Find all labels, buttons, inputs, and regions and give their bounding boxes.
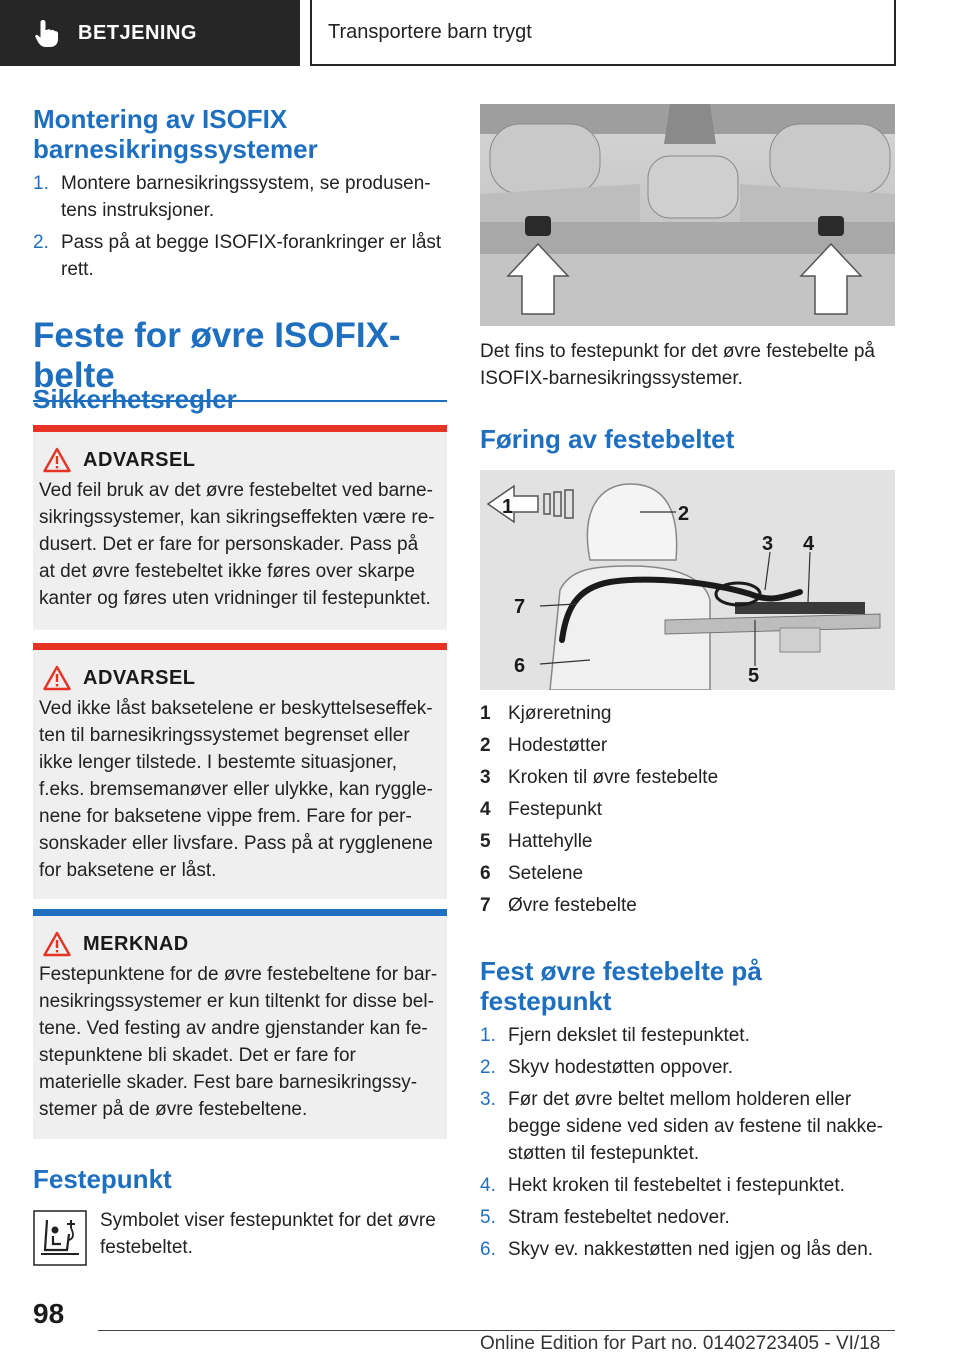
chapter-title: Transportere barn trygt xyxy=(328,20,532,43)
page-header xyxy=(0,0,960,66)
main-heading: Feste for øvre ISOFIX-belte xyxy=(33,316,401,395)
routing-heading: Føring av festebeltet xyxy=(480,424,735,454)
step-text: Skyv hodestøtten oppover. xyxy=(508,1057,733,1078)
list-item xyxy=(480,730,895,762)
list-item xyxy=(480,1236,895,1263)
list-item xyxy=(480,762,895,794)
legend-text: Hattehylle xyxy=(508,831,593,852)
diagram-label-5: 5 xyxy=(748,665,760,687)
list-item xyxy=(33,229,447,283)
warning-bar xyxy=(33,643,447,650)
anchor-text: Symbolet viser festepunktet for det øvre festebeltet. xyxy=(100,1210,436,1258)
legend-number: 5 xyxy=(480,831,491,852)
warning-title: ADVARSEL xyxy=(83,666,196,689)
note-title: MERKNAD xyxy=(83,932,189,955)
legend-number: 6 xyxy=(480,863,491,884)
step-text: Montere barnesikringssystem, se produsentens instruksjoner. xyxy=(61,173,431,221)
legend-number: 3 xyxy=(480,767,491,788)
legend-number: 4 xyxy=(480,799,491,820)
anchor-points-photo xyxy=(480,104,895,326)
list-item xyxy=(480,826,895,858)
step-text: Skyv ev. nakkestøtten ned igjen og lås den. xyxy=(508,1239,874,1260)
list-item xyxy=(480,1172,895,1199)
mount-heading: Montering av ISOFIX barnesikringssystemer xyxy=(33,104,318,164)
step-number: 2. xyxy=(480,1057,496,1078)
list-item xyxy=(480,858,895,890)
warning-box xyxy=(33,643,447,899)
list-item xyxy=(480,1022,895,1049)
section-tab xyxy=(0,0,300,66)
step-text: Fjern dekslet til festepunktet. xyxy=(508,1025,750,1046)
step-number: 1. xyxy=(480,1025,496,1046)
attach-heading: Fest øvre festebelte på festepunkt xyxy=(480,956,762,1016)
note-bar xyxy=(33,909,447,916)
step-text: Før det øvre beltet mellom holderen eller begge sidene ved siden av festene til nakkestøtten til festepunktet. xyxy=(508,1089,883,1164)
legend-text: Kjøreretning xyxy=(508,703,612,724)
child-seat-anchor-icon xyxy=(33,1210,87,1266)
legend-text: Festepunkt xyxy=(508,799,602,820)
list-item xyxy=(480,890,895,922)
routing-heading-block xyxy=(480,424,895,454)
list-item xyxy=(480,794,895,826)
note-header xyxy=(39,929,439,959)
warning-triangle-icon xyxy=(43,665,71,691)
diagram-label-2: 2 xyxy=(678,503,690,525)
legend-number: 1 xyxy=(480,703,491,724)
diagram-legend xyxy=(480,698,895,922)
step-text: Pass på at begge ISOFIX-forankringer er låst rett. xyxy=(61,232,442,280)
step-number: 2. xyxy=(33,232,49,253)
warning-bar xyxy=(33,425,447,432)
list-item xyxy=(33,170,447,224)
hand-pointer-icon xyxy=(34,18,60,48)
step-number: 6. xyxy=(480,1239,496,1260)
diagram-label-3: 3 xyxy=(762,533,774,555)
warning-text: Ved ikke låst baksetelene er beskyttelseseffekten til barnesikringssystemet begrenset eller ikke lenger tilstede. I bestemte situasjoner, f.eks. bremsemanøver eller ulykke, kan rygglenene for baksetene vippe frem. Fare for personskader eller livsfare. Pass på at rygglenene for baksetene er låst. xyxy=(39,698,433,881)
legend-text: Hodestøtter xyxy=(508,735,608,756)
mount-section xyxy=(33,104,447,288)
note-text: Festepunktene for de øvre festebeltene for barnesikringssystemer er kun tiltenkt for disse beltene. Ved festing av andre gjenstander kan festepunktene bli skadet. Det er fare for materielle skader. Fest bare barnesikringssystemer på de øvre festebeltene. xyxy=(39,964,438,1120)
step-number: 5. xyxy=(480,1207,496,1228)
photo-caption: Det fins to festepunkt for det øvre festebelte på ISOFIX-barnesikringssystemer. xyxy=(480,341,875,389)
legend-text: Kroken til øvre festebelte xyxy=(508,767,719,788)
step-text: Hekt kroken til festebeltet i festepunktet. xyxy=(508,1175,845,1196)
list-item xyxy=(480,698,895,730)
warning-triangle-icon xyxy=(43,931,71,957)
list-item xyxy=(480,1054,895,1081)
warning-text: Ved feil bruk av det øvre festebeltet ved barnesikringssystemer, kan sikringseffekten være redusert. Det er fare for personskader. Pass på at det øvre festebeltet ikke føres over skarpe kanter og føres uten vridninger til festepunktet. xyxy=(39,480,435,609)
edition-text: Online Edition for Part no. 01402723405 - VI/18 xyxy=(480,1333,881,1354)
page-number: 98 xyxy=(33,1298,65,1329)
mount-steps xyxy=(33,170,447,283)
anchor-section xyxy=(33,1164,447,1194)
legend-text: Øvre festebelte xyxy=(508,895,637,916)
legend-number: 7 xyxy=(480,895,491,916)
footer-rule xyxy=(98,1330,895,1331)
diagram-label-4: 4 xyxy=(803,533,815,555)
attach-steps xyxy=(480,1022,895,1263)
belt-routing-diagram xyxy=(480,470,895,690)
chapter-tab xyxy=(310,0,896,66)
legend-text: Setelene xyxy=(508,863,584,884)
diagram-label-1: 1 xyxy=(502,496,514,518)
legend-number: 2 xyxy=(480,735,491,756)
diagram-label-7: 7 xyxy=(514,596,526,618)
step-text: Stram festebeltet nedover. xyxy=(508,1207,730,1228)
note-box xyxy=(33,909,447,1139)
warning-title: ADVARSEL xyxy=(83,448,196,471)
list-item xyxy=(480,1204,895,1231)
step-number: 1. xyxy=(33,173,49,194)
step-number: 3. xyxy=(480,1089,496,1110)
list-item xyxy=(480,1086,895,1167)
attach-section xyxy=(480,956,895,1268)
step-number: 4. xyxy=(480,1175,496,1196)
section-label: BETJENING xyxy=(78,21,197,44)
diagram-label-6: 6 xyxy=(514,655,526,677)
warning-triangle-icon xyxy=(43,447,71,473)
safety-heading-block xyxy=(33,384,447,414)
safety-heading: Sikkerhetsregler xyxy=(33,384,237,414)
warning-header xyxy=(39,445,439,475)
warning-box xyxy=(33,425,447,630)
anchor-heading: Festepunkt xyxy=(33,1164,172,1194)
warning-header xyxy=(39,663,439,693)
